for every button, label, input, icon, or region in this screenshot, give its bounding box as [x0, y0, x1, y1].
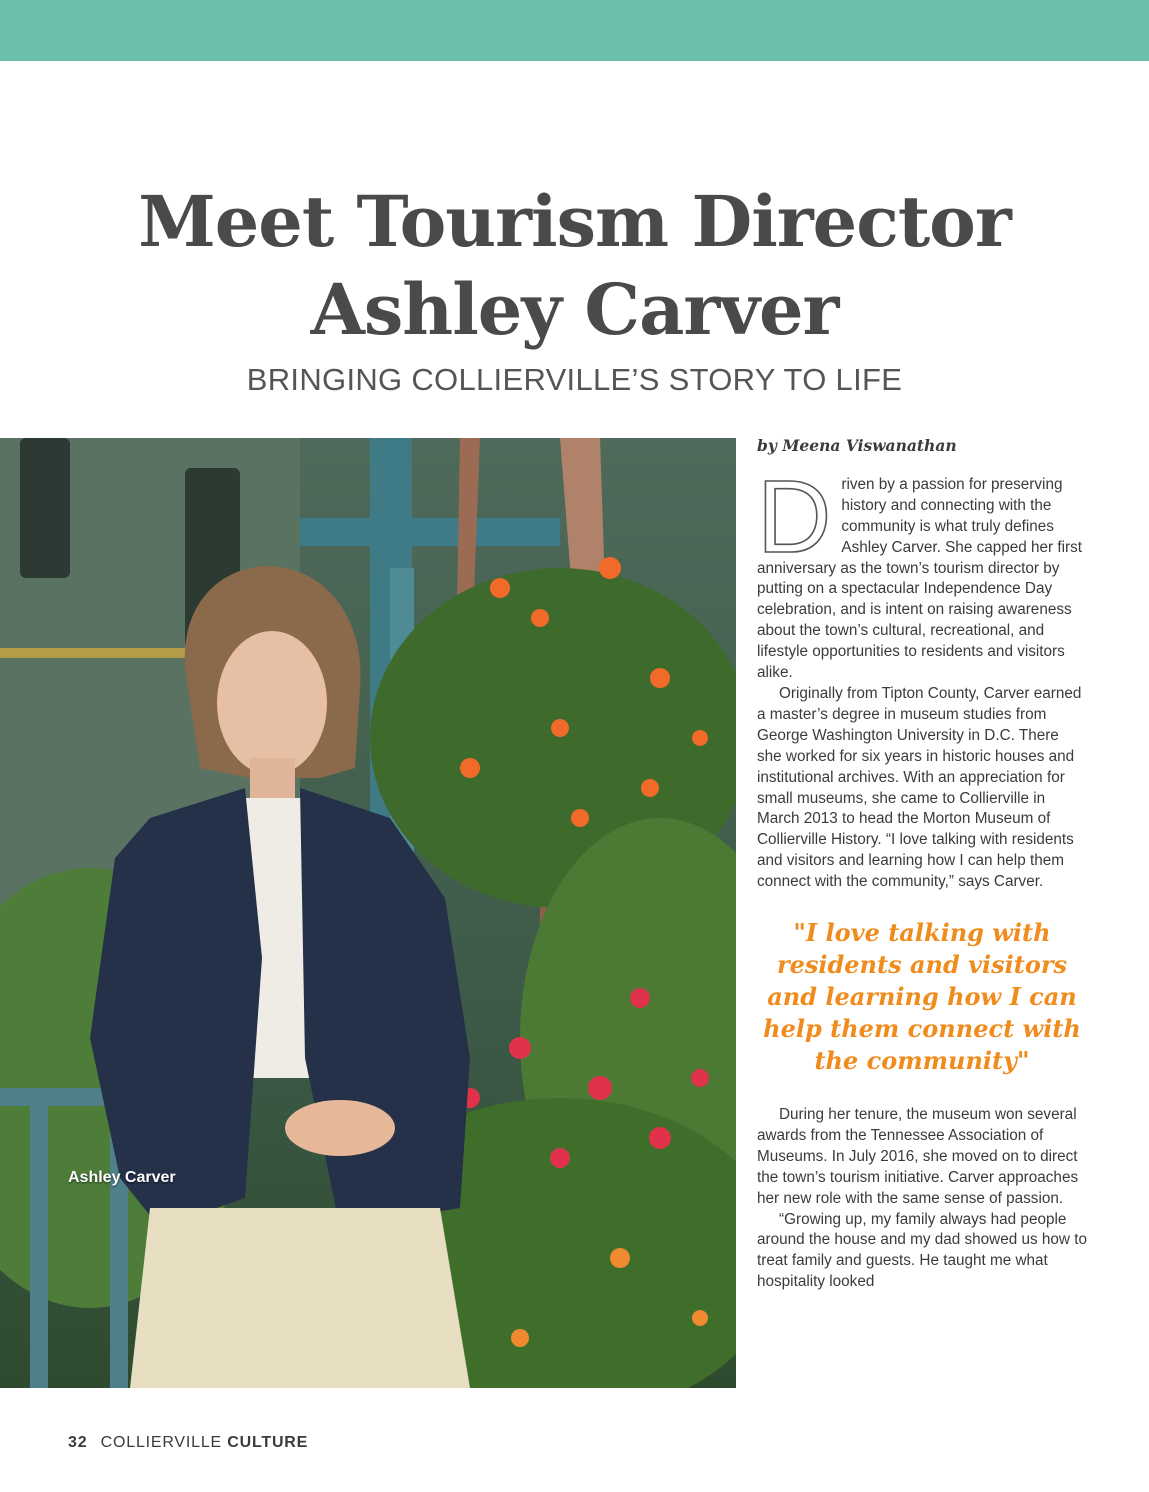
paragraph-1	[757, 458, 1087, 684]
byline: by Meena Viswanathan	[757, 436, 957, 455]
page-number: 32	[68, 1434, 88, 1451]
article-body	[757, 436, 1087, 1293]
article-title	[0, 178, 1149, 354]
top-color-band	[0, 0, 1149, 61]
pull-quote: "I love talking with residents and visitors and learning how I can help them connect with the community"	[763, 918, 1081, 1076]
paragraph-3: During her tenure, the museum won several awards from the Tennessee Association of Museums. In July 2016, she moved on to direct the town’s tourism initiative. Carver approaches her new role with the same sense of passion.	[757, 1106, 1079, 1207]
paragraph-1-text: riven by a passion for preserving history and connecting with the community is what truly defines Ashley Carver. She capped her first anniversary as the town’s tourism director by putting on a spectacular Independence Day celebration, and is intent on raising awareness about the town’s cultural, recreational, and lifestyle opportunities to residents and visitors alike.	[757, 475, 1083, 682]
title-line-2: Ashley Carver	[310, 268, 839, 351]
paragraph-4: “Growing up, my family always had people around the house and my dad showed us how to treat family and guests. He taught me what hospitality looked	[757, 1210, 1087, 1291]
portrait-photo	[0, 438, 736, 1388]
title-line-1: Meet Tourism Director	[138, 180, 1011, 263]
article-subtitle: BRINGING COLLIERVILLE’S STORY TO LIFE	[246, 362, 903, 397]
page-footer	[68, 1434, 308, 1452]
section-name: CULTURE	[227, 1434, 309, 1451]
photo-caption: Ashley Carver	[68, 1169, 176, 1186]
publication-name: COLLIERVILLE	[100, 1434, 223, 1451]
drop-cap: D	[757, 458, 832, 574]
paragraph-2: Originally from Tipton County, Carver earned a master’s degree in museum studies from George Washington University in D.C. There she worked for six years in historic houses and institutional archives. With an appreciation for small museums, she came to Collierville in March 2013 to head the Morton Museum of Collierville History. “I love talking with residents and visitors and learning how I can help them connect with the community,” says Carver.	[757, 684, 1082, 891]
